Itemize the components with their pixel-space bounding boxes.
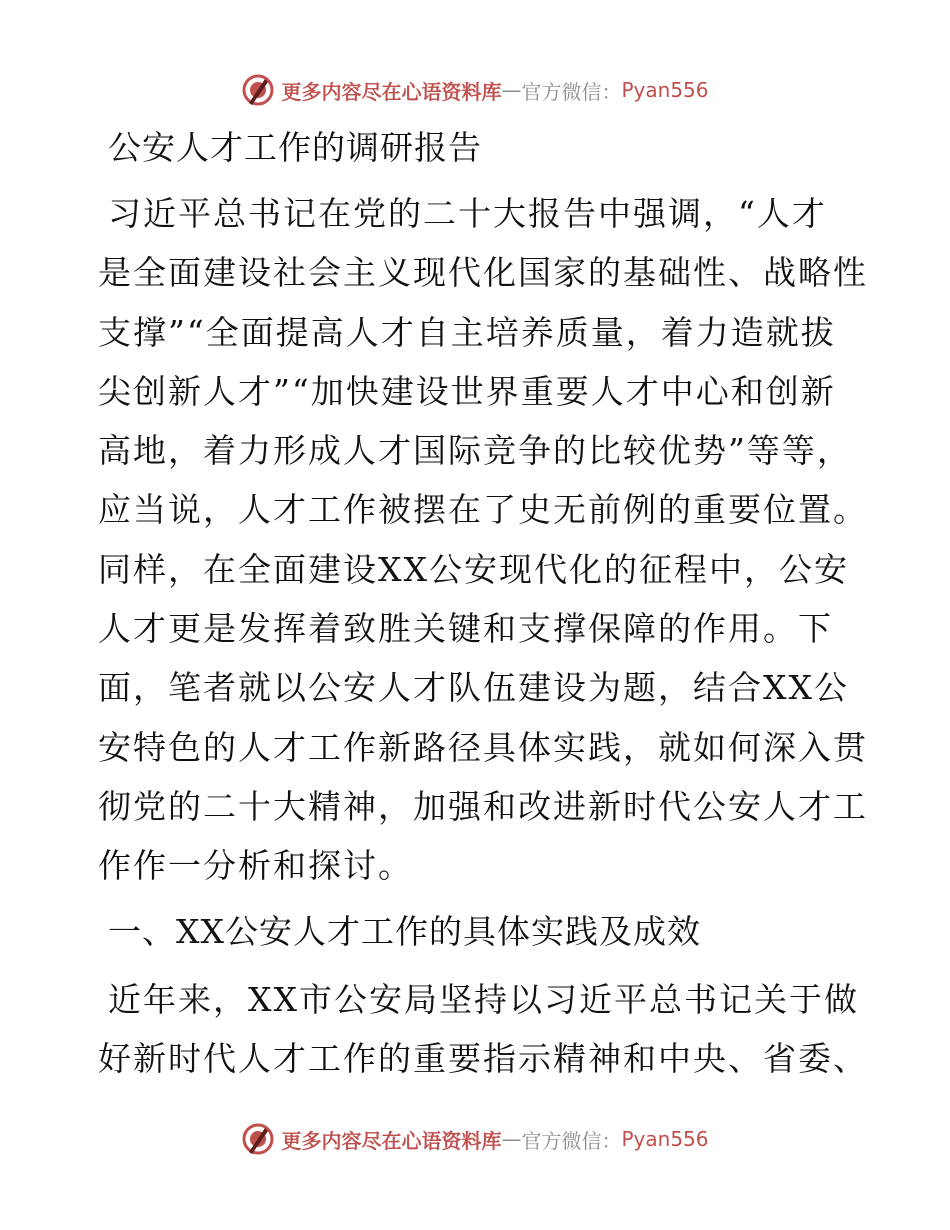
paragraph-line: 习近平总书记在党的二十大报告中强调，“人才 — [108, 194, 827, 233]
paragraph-section1 — [98, 970, 868, 1089]
paragraph-line: 是全面建设社会主义现代化国家的基础性、战略性 — [98, 253, 868, 293]
paragraph-line: 应当说，人才工作被摆在了史无前例的重要位置。 — [98, 490, 868, 530]
paragraph-line: 彻党的二十大精神，加强和改进新时代公安人才工 — [98, 786, 868, 826]
watermark-wechat-id: Pyan556 — [621, 1127, 709, 1151]
watermark-footer — [0, 1119, 950, 1159]
watermark-label: 官方微信： — [521, 79, 622, 104]
paragraph-line: 支撑”“全面提高人才自主培养质量，着力造就拔 — [98, 312, 836, 352]
document-title: 公安人才工作的调研报告 — [108, 128, 482, 167]
paragraph-line: 尖创新人才”“加快建设世界重要人才中心和创新 — [98, 371, 836, 411]
paragraph-line: 高地，着力形成人才国际竞争的比较优势”等等， — [98, 431, 852, 471]
watermark-header — [0, 70, 950, 110]
watermark-label: 官方微信： — [521, 1128, 622, 1153]
section-heading: 一、XX公安人才工作的具体实践及成效 — [108, 911, 701, 951]
paragraph-line: 人才更是发挥着致胜关键和支撑保障的作用。下 — [98, 609, 833, 649]
quill-seal-icon — [241, 73, 275, 107]
paragraph-intro — [98, 184, 868, 896]
watermark-wechat-id: Pyan556 — [621, 78, 709, 102]
paragraph-line: 面，笔者就以公安人才队伍建设为题，结合XX公 — [98, 668, 849, 708]
paragraph-line: 同样，在全面建设XX公安现代化的征程中，公安 — [98, 549, 849, 589]
paragraph-line: 安特色的人才工作新路径具体实践，就如何深入贯 — [98, 727, 868, 767]
watermark-text-main: 更多内容尽在心语资料库 — [281, 79, 502, 104]
watermark-dash: — — [501, 1127, 522, 1151]
quill-seal-icon — [241, 1122, 275, 1156]
watermark-text-main: 更多内容尽在心语资料库 — [281, 1128, 502, 1153]
document-body — [98, 122, 868, 1088]
paragraph-line: 作作一分析和探讨。 — [98, 846, 413, 886]
watermark-dash: — — [501, 78, 522, 102]
paragraph-line: 近年来，XX市公安局坚持以习近平总书记关于做 — [108, 979, 859, 1019]
paragraph-line: 好新时代人才工作的重要指示精神和中央、省委、 — [98, 1038, 868, 1078]
